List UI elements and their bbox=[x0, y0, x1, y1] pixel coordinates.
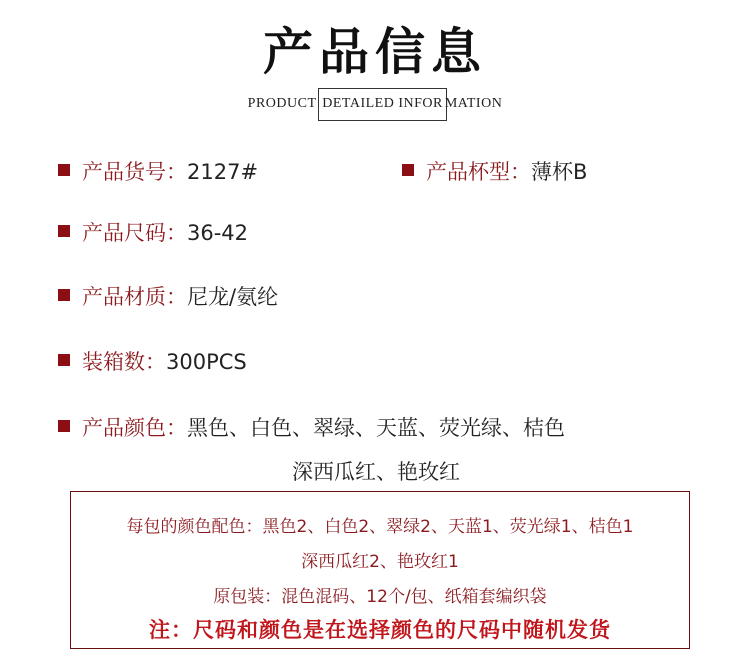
spec-value: 薄杯B bbox=[531, 160, 588, 184]
bullet-icon bbox=[58, 289, 70, 301]
spec-label: 装箱数： bbox=[82, 350, 166, 374]
spec-item-no bbox=[58, 156, 258, 186]
spec-label: 产品杯型： bbox=[426, 160, 531, 184]
bullet-icon bbox=[402, 164, 414, 176]
box-line-1: 每包的颜色配色：黑色2、白色2、翠绿2、天蓝1、荧光绿1、桔色1 bbox=[126, 517, 634, 537]
page-title: 产品信息 bbox=[263, 22, 487, 81]
spec-label: 产品颜色： bbox=[82, 416, 187, 440]
spec-label: 产品材质： bbox=[82, 285, 187, 309]
spec-size bbox=[58, 217, 248, 247]
page-subtitle bbox=[0, 96, 750, 112]
spec-material bbox=[58, 281, 278, 311]
spec-value: 300PCS bbox=[166, 350, 247, 374]
spec-packing bbox=[58, 346, 247, 376]
spec-value: 36-42 bbox=[187, 221, 249, 245]
bullet-icon bbox=[58, 225, 70, 237]
spec-colors bbox=[58, 412, 565, 442]
bullet-icon bbox=[58, 164, 70, 176]
box-line-2: 深西瓜红2、艳玫红1 bbox=[301, 552, 459, 572]
spec-value: 2127# bbox=[187, 160, 259, 184]
spec-label: 产品尺码： bbox=[82, 221, 187, 245]
spec-colors-continuation: 深西瓜红、艳玫红 bbox=[292, 460, 460, 484]
subtitle-part-2: MATION bbox=[444, 96, 503, 111]
box-line-3: 原包装：混色混码、12个/包、纸箱套编织袋 bbox=[213, 587, 547, 607]
spec-cup-type bbox=[402, 156, 587, 186]
packing-info-box bbox=[70, 491, 690, 649]
spec-value: 黑色、白色、翠绿、天蓝、荧光绿、桔色 bbox=[187, 416, 565, 440]
bullet-icon bbox=[58, 420, 70, 432]
bullet-icon bbox=[58, 354, 70, 366]
shipping-note: 注：尺码和颜色是在选择颜色的尺码中随机发货 bbox=[149, 618, 611, 642]
spec-label: 产品货号： bbox=[82, 160, 187, 184]
subtitle-boxed: DETAILED INFOR bbox=[322, 96, 443, 111]
spec-value: 尼龙/氨纶 bbox=[187, 285, 279, 309]
subtitle-part-1: PRODUCT bbox=[247, 96, 321, 111]
